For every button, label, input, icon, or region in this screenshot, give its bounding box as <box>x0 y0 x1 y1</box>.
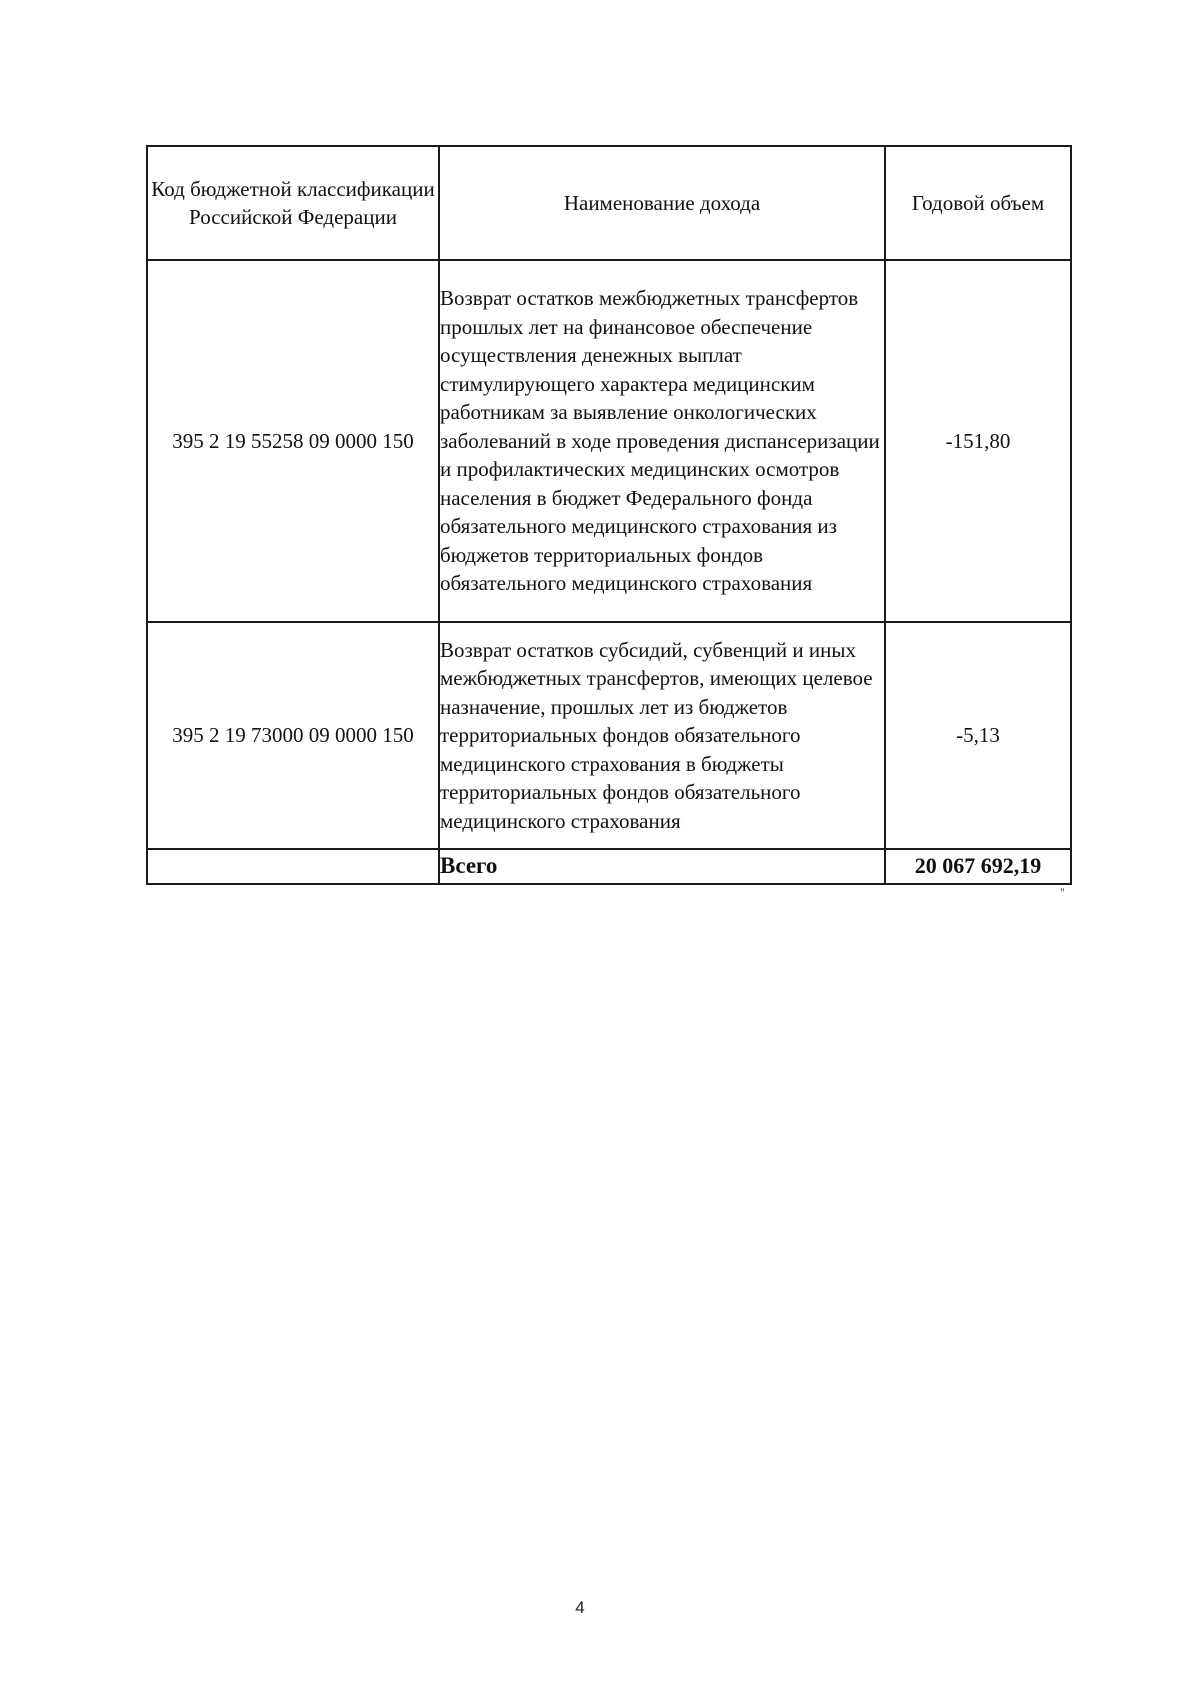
header-income-name: Наименование дохода <box>439 146 885 260</box>
page-number: 4 <box>575 1598 585 1617</box>
total-row <box>147 849 1071 884</box>
row-annual-volume: -5,13 <box>885 622 1071 849</box>
closing-quote-mark: " <box>1060 885 1065 899</box>
table-row <box>147 260 1071 622</box>
header-annual-volume: Годовой объем <box>885 146 1071 260</box>
row-income-name: Возврат остатков межбюджетных трансфертов прошлых лет на финансовое обеспечение осуществления денежных выплат стимулирующего характера медицинским работникам за выявление онкологических заболеваний в ходе проведения диспансеризации и профилактических медицинских осмотров населения в бюджет Федерального фонда обязательного медицинского страхования из бюджетов территориальных фондов обязательного медицинского страхования <box>439 260 885 622</box>
total-label: Всего <box>439 849 885 884</box>
row-income-name: Возврат остатков субсидий, субвенций и иных межбюджетных трансфертов, имеющих целевое назначение, прошлых лет из бюджетов территориальных фондов обязательного медицинского страхования в бюджеты территориальных фондов обязательного медицинского страхования <box>439 622 885 849</box>
row-budget-code: 395 2 19 73000 09 0000 150 <box>147 622 439 849</box>
row-budget-code: 395 2 19 55258 09 0000 150 <box>147 260 439 622</box>
table-header-row <box>147 146 1071 260</box>
header-budget-code: Код бюджетной классификации Российской Федерации <box>147 146 439 260</box>
total-empty-cell <box>147 849 439 884</box>
table-row <box>147 622 1071 849</box>
row-annual-volume: -151,80 <box>885 260 1071 622</box>
total-value: 20 067 692,19 <box>885 849 1071 884</box>
income-table <box>146 145 1072 885</box>
